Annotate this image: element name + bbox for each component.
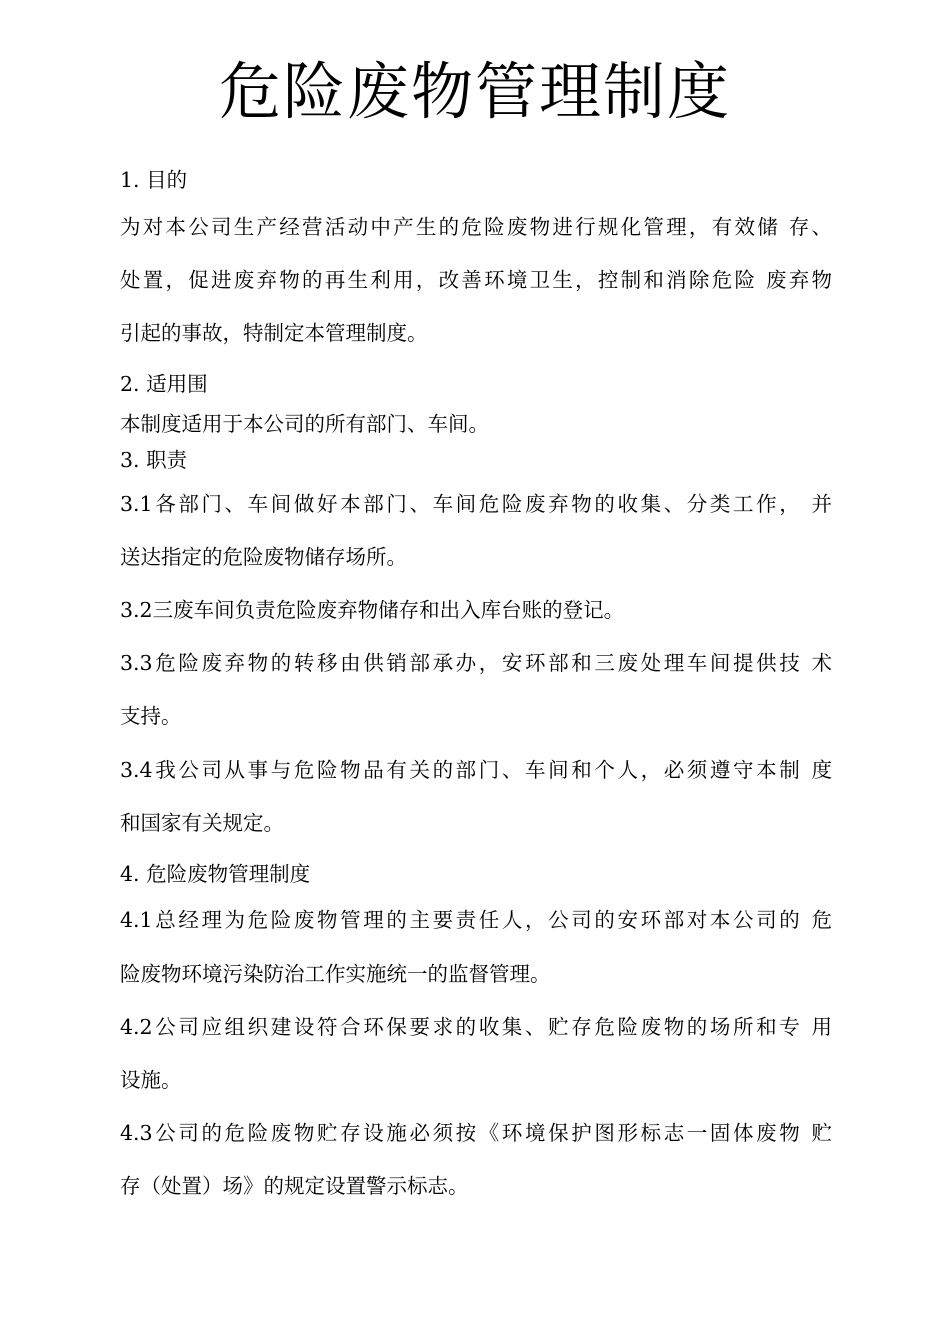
paragraph-line: 4.2公司应组织建设符合环保要求的收集、贮存危险废物的场所和专 用 [120,1015,832,1039]
paragraph-line: 存（处置）场》的规定设置警示标志。 [120,1174,469,1198]
section-heading-responsibilities: 3. 职责 [120,448,188,472]
paragraph-line: 引起的事故，特制定本管理制度。 [120,321,428,345]
paragraph-line: 支持。 [120,704,182,728]
paragraph-line: 4.1总经理为危险废物管理的主要责任人，公司的安环部对本公司的 危 [120,908,832,932]
paragraph-line: 设施。 [120,1068,182,1092]
section-heading-purpose: 1. 目的 [120,168,188,192]
paragraph-line: 送达指定的危险废物储存场所。 [120,545,407,569]
paragraph-line: 3.3危险废弃物的转移由供销部承办，安环部和三废处理车间提供技 术 [120,651,832,675]
paragraph-line: 3.2三废车间负责危险废弃物储存和出入库台账的登记。 [120,598,625,622]
paragraph-line: 险废物环境污染防治工作实施统一的监督管理。 [120,962,551,986]
section-heading-policy: 4. 危险废物管理制度 [120,862,311,886]
paragraph-line: 4.3公司的危险废物贮存设施必须按《环境保护图形标志一固体废物 贮 [120,1121,832,1145]
section-heading-scope: 2. 适用围 [120,372,208,396]
paragraph-line: 3.1各部门、车间做好本部门、车间危险废弃物的收集、分类工作， 并 [120,492,832,516]
paragraph-line: 为对本公司生产经营活动中产生的危险废物进行规化管理，有效储 存、 [120,215,832,239]
paragraph-line: 本制度适用于本公司的所有部门、车间。 [120,412,489,436]
document-title: 危险废物管理制度 [218,55,731,128]
paragraph-line: 处置，促进废弃物的再生利用，改善环境卫生，控制和消除危险 废弃物 [120,268,832,292]
paragraph-line: 和国家有关规定。 [120,811,284,835]
paragraph-line: 3.4我公司从事与危险物品有关的部门、车间和个人，必须遵守本制 度 [120,758,832,782]
